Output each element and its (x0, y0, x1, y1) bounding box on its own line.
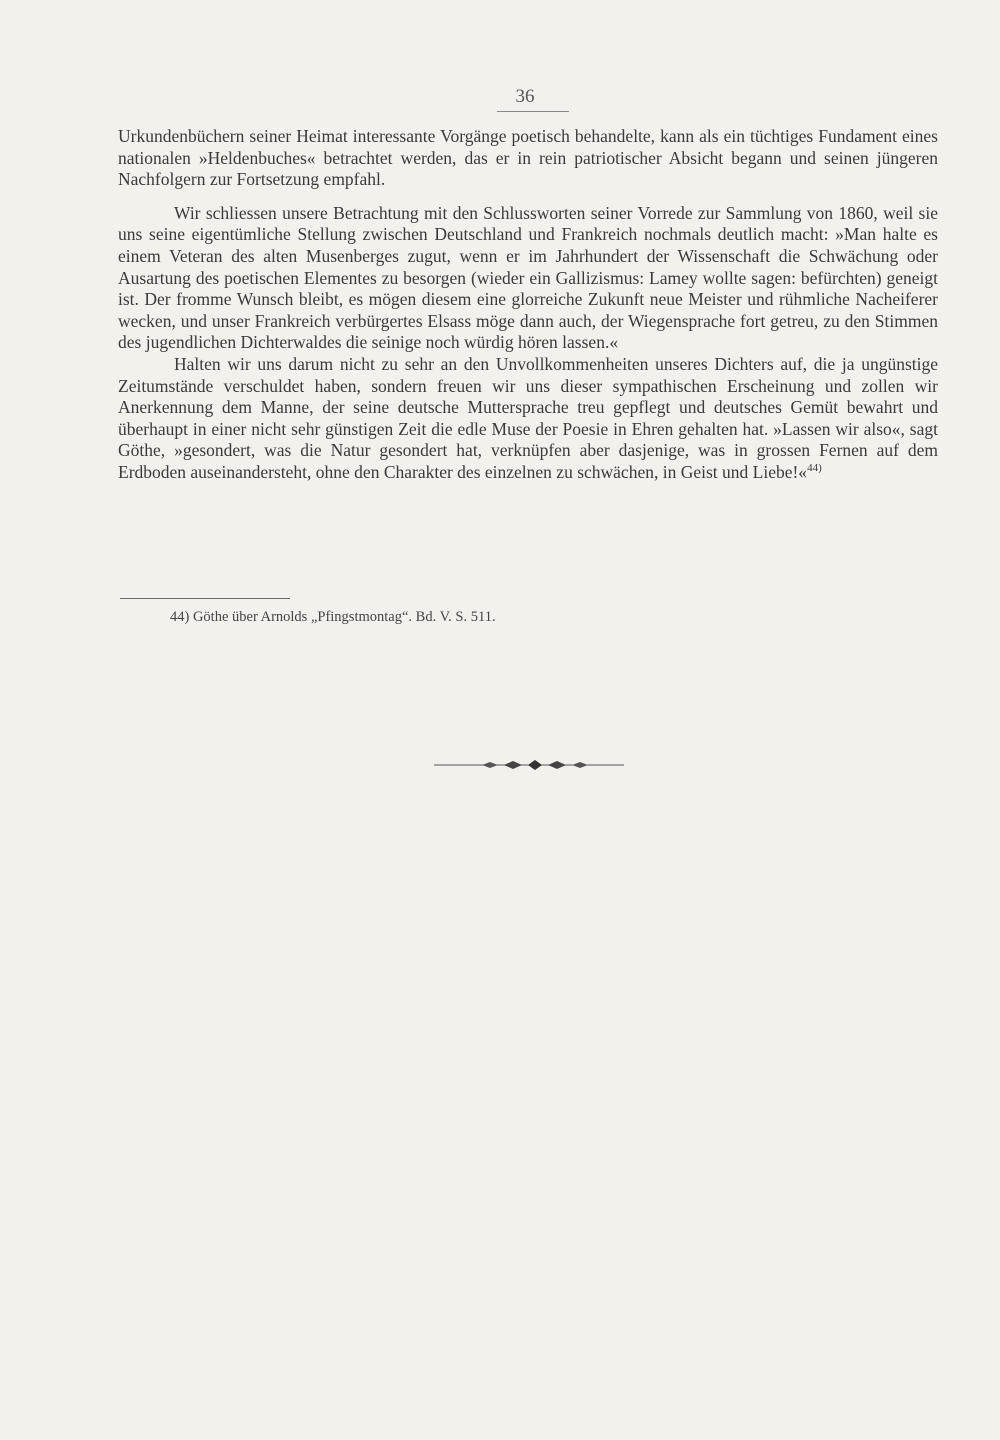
ornament-divider (434, 758, 624, 772)
paragraph-closing-words: Wir schliessen unsere Betrachtung mit den Schlussworten seiner Vorrede zur Sammlung von 1860, weil sie uns seine eigentümliche Stellung zwischen Deutschland und Frankreich nochmals deutlich macht: »Man halte es einem Veteran des alten Musenberges zugut, wenn er im Jahrhundert der Wissenschaft die Schwächung oder Ausartung des poetischen Elementes zu besorgen (wieder ein Gallizismus: Lamey wollte sagen: befürchten) geneigt ist. Der fromme Wunsch bleibt, es mögen diesem eine glorreiche Zukunft neue Meister und rühmliche Nacheiferer wecken, und unser Frankreich verbürgertes Elsass möge dann auch, der Wiegensprache fort getreu, zu den Stimmen des jugendlichen Dichterwaldes die seinige noch würdig hören lassen.« (118, 202, 938, 353)
body-text (118, 126, 938, 484)
paragraph-conclusion-text: Halten wir uns darum nicht zu sehr an den Unvollkommenheiten unseres Dichters auf, die ja ungünstige Zeitumstände verschuldet haben, sondern freuen wir uns dieser sympathischen Erscheinung und zollen wir Anerkennung dem Manne, der seine deutsche Muttersprache treu gepflegt und deutsches Gemüt bewahrt und überhaupt in einer nicht sehr günstigen Zeit die edle Muse der Poesie in Ehren gehalten hat. »Lassen wir also«, sagt Göthe, »gesondert, was die Natur gesondert hat, verknüpfen aber dasjenige, was in grossen Fernen auf dem Erdboden auseinandersteht, ohne den Charakter des einzelnen zu schwächen, in Geist und Liebe!« (118, 353, 938, 482)
footnote-reference: 44) (807, 462, 822, 475)
page-number: 36 (515, 86, 535, 107)
footnote: 44) Göthe über Arnolds „Pfingstmontag“. Bd. V. S. 511. (170, 609, 496, 625)
footnote-rule (120, 598, 290, 599)
paragraph-continuation: Urkundenbüchern seiner Heimat interessante Vorgänge poetisch behandelte, kann als ein tüchtiges Fundament eines nationalen »Heldenbuches« betrachtet werden, das er in rein patriotischer Absicht begann und seinen jüngeren Nachfolgern zur Fortsetzung empfahl. (118, 126, 938, 190)
page-number-rule (497, 111, 569, 112)
paragraph-conclusion (118, 354, 938, 484)
